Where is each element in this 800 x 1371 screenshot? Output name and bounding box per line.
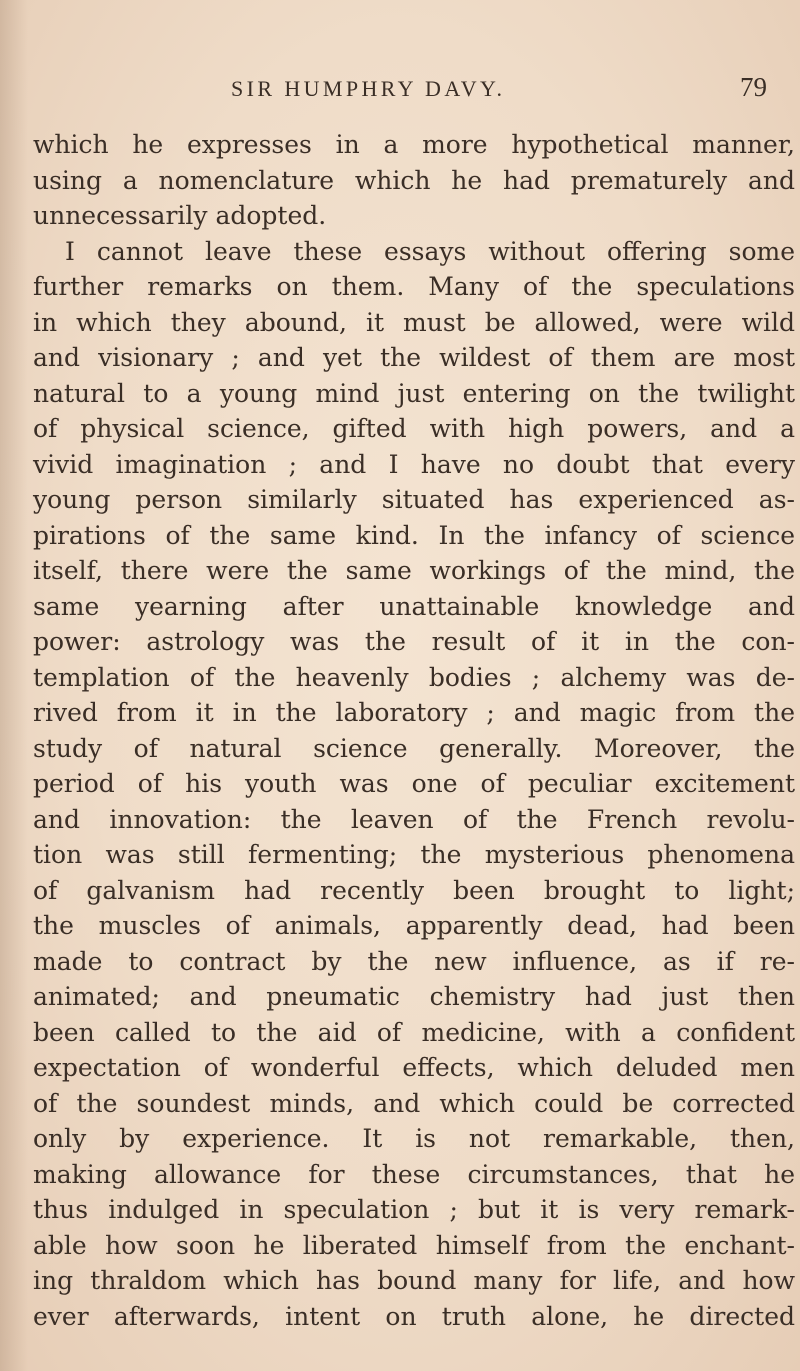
text-line: unnecessarily adopted. <box>33 201 327 230</box>
text-line: animated; and pneumatic chemistry had just then <box>33 982 795 1011</box>
body-text <box>33 127 795 1334</box>
text-line: study of natural science generally. Moreover, the <box>33 733 795 763</box>
text-line: of physical science, gifted with high powers, and a <box>33 414 795 443</box>
text-line: which he expresses in a more hypothetical manner, <box>33 130 795 159</box>
text-line: the muscles of animals, apparently dead, had been <box>33 911 795 940</box>
text-line: using a nomenclature which he had prematurely and <box>33 165 795 195</box>
text-line: templation of the heavenly bodies ; alchemy was de- <box>33 662 795 692</box>
text-line: further remarks on them. Many of the speculations <box>33 272 795 301</box>
spine-shadow <box>0 0 28 1371</box>
text-line: of the soundest minds, and which could be corrected <box>33 1088 795 1118</box>
text-line: thus indulged in speculation ; but it is very remark- <box>33 1195 795 1224</box>
page-number: 79 <box>740 72 767 102</box>
text-line: of galvanism had recently been brought to light; <box>33 875 795 905</box>
text-line: expectation of wonderful effects, which deluded men <box>33 1053 795 1082</box>
text-line: vivid imagination ; and I have no doubt that every <box>33 449 795 479</box>
text-line: made to contract by the new influence, as if re- <box>33 946 795 976</box>
text-line: itself, there were the same workings of the mind, the <box>33 556 795 585</box>
text-line: only by experience. It is not remarkable, then, <box>33 1124 795 1153</box>
running-header: SIR HUMPHRY DAVY. <box>231 76 506 101</box>
text-line: ing thraldom which has bound many for life, and how <box>33 1266 795 1295</box>
text-line: ever afterwards, intent on truth alone, he directed <box>33 1301 795 1331</box>
text-line: period of his youth was one of peculiar excitement <box>33 769 795 798</box>
text-line: pirations of the same kind. In the infancy of science <box>33 520 795 550</box>
text-line: been called to the aid of medicine, with a confident <box>33 1017 795 1047</box>
text-line: tion was still fermenting; the mysterious phenomena <box>33 840 795 869</box>
text-line: rived from it in the laboratory ; and magic from the <box>33 698 795 727</box>
text-line: natural to a young mind just entering on the twilight <box>33 378 795 408</box>
text-line: and innovation: the leaven of the French revolu- <box>33 804 795 834</box>
text-line: in which they abound, it must be allowed, were wild <box>33 307 795 337</box>
text-line: young person similarly situated has experienced as- <box>33 485 795 514</box>
text-line: I cannot leave these essays without offering some <box>65 236 795 266</box>
text-line: and visionary ; and yet the wildest of them are most <box>33 343 795 372</box>
text-line: making allowance for these circumstances, that he <box>33 1159 795 1189</box>
text-line: same yearning after unattainable knowledge and <box>33 591 795 621</box>
text-line: able how soon he liberated himself from the enchant- <box>33 1230 795 1260</box>
text-line: power: astrology was the result of it in the con- <box>33 627 795 656</box>
